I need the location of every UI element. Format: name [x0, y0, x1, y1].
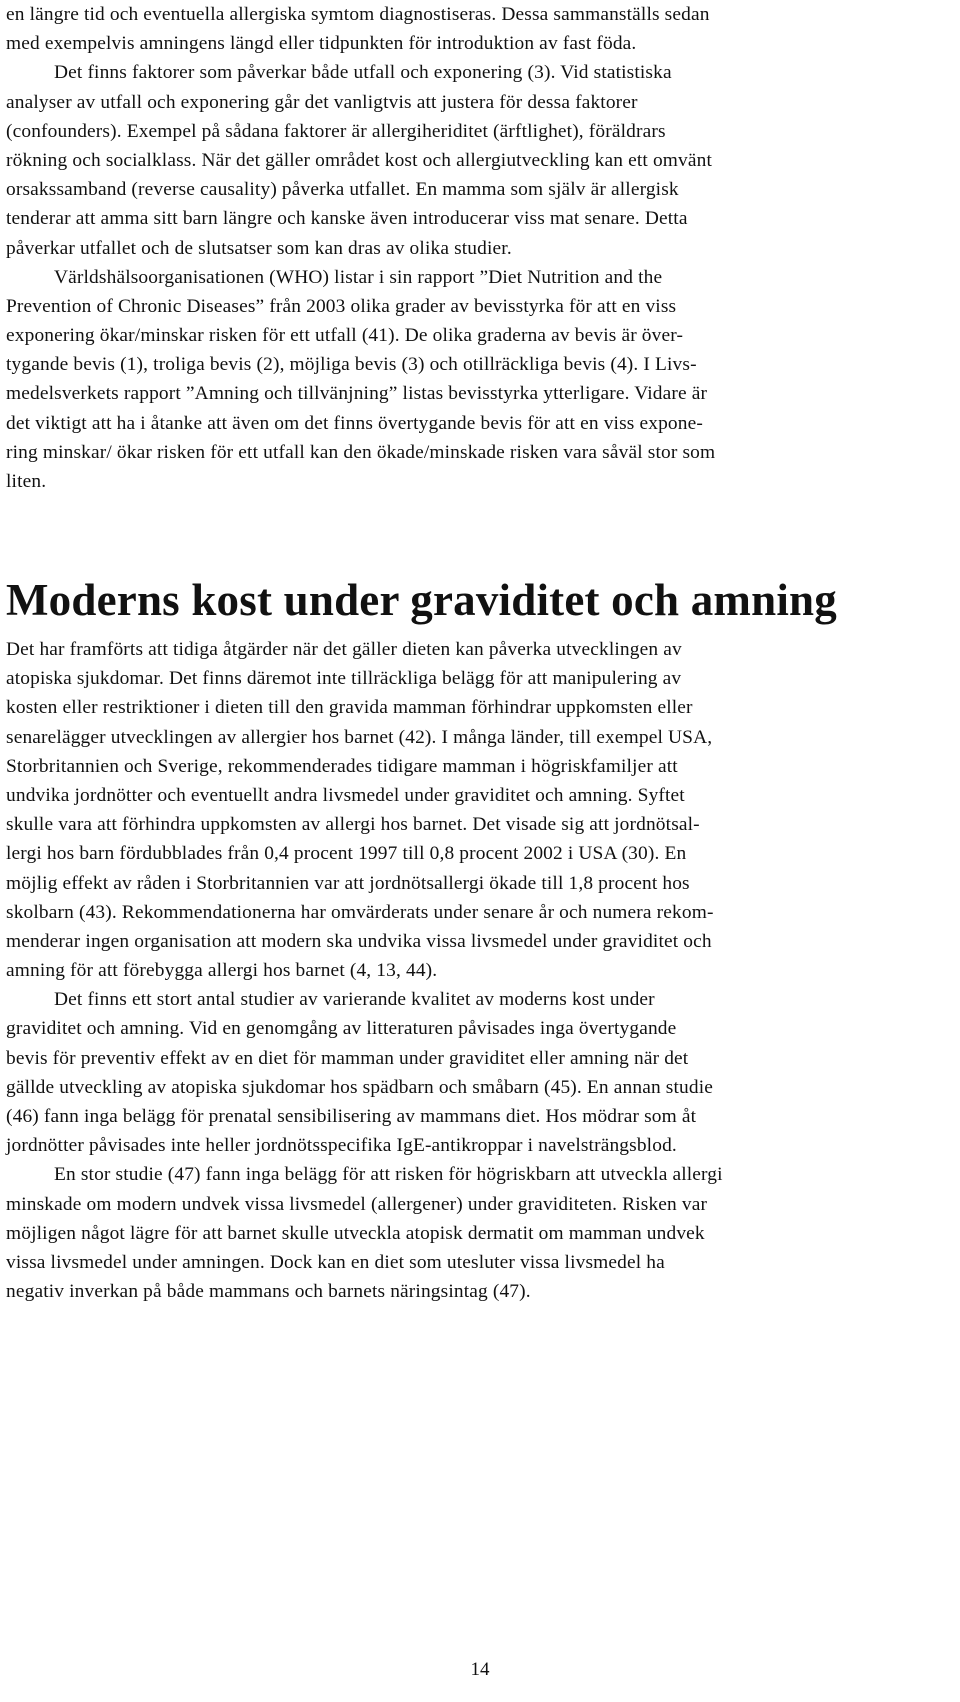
text-line: med exempelvis amningens längd eller tidpunkten för introduktion av fast föda.: [6, 33, 637, 55]
text-line: orsakssamband (reverse causality) påverka utfallet. En mamma som själv är allergisk: [6, 179, 679, 201]
text-line: en längre tid och eventuella allergiska symtom diagnostiseras. Dessa sammanställs sedan: [6, 4, 710, 25]
text-line: bevis för preventiv effekt av en diet för mamman under graviditet eller amning när det: [6, 1047, 689, 1069]
text-line: möjlig effekt av råden i Storbritannien var att jordnötsallergi ökade till 1,8 procent hos: [6, 872, 690, 894]
text-line: (46) fann inga belägg för prenatal sensibilisering av mammans diet. Hos mödrar som åt: [6, 1106, 697, 1127]
text-line: rökning och socialklass. När det gäller området kost och allergiutveckling kan ett omvänt: [6, 149, 713, 171]
text-line: liten.: [6, 471, 47, 492]
text-line: negativ inverkan på både mammans och barnets näringsintag (47).: [6, 1281, 531, 1303]
text-line: menderar ingen organisation att modern ska undvika vissa livsmedel under graviditet och: [6, 930, 712, 952]
text-line: En stor studie (47) fann inga belägg för att risken för högriskbarn att utveckla allergi: [54, 1164, 723, 1186]
text-line: gällde utveckling av atopiska sjukdomar hos spädbarn och småbarn (45). En annan studie: [6, 1076, 714, 1098]
text-line: undvika jordnötter och eventuellt andra livsmedel under graviditet och amning. Syftet: [6, 784, 685, 806]
text-line: (confounders). Exempel på sådana faktorer är allergiheriditet (ärftlighet), föräldrars: [6, 120, 666, 142]
text-line: lergi hos barn fördubblades från 0,4 procent 1997 till 0,8 procent 2002 i USA (30). En: [6, 843, 687, 865]
text-line: jordnötter påvisades inte heller jordnötsspecifika IgE-antikroppar i navelsträngsblod.: [6, 1135, 677, 1157]
text-line: ring minskar/ ökar risken för ett utfall kan den ökade/minskade risken vara såväl stor som: [6, 441, 716, 463]
text-line: skolbarn (43). Rekommendationerna har omvärderats under senare år och numera rekom-: [6, 901, 714, 923]
text-line: möjligen något lägre för att barnet skulle utveckla atopisk dermatit om mamman undvek: [6, 1222, 705, 1244]
text-line: medelsverkets rapport ”Amning och tillvänjning” listas bevisstyrka ytterligare. Vidare är: [6, 383, 708, 405]
text-line: tygande bevis (1), troliga bevis (2), möjliga bevis (3) och otillräckliga bevis (4). I Livs-: [6, 354, 697, 376]
text-line: kosten eller restriktioner i dieten till den gravida mamman förhindrar uppkomsten eller: [6, 697, 693, 719]
section-heading: Moderns kost under graviditet och amning: [6, 575, 837, 625]
text-line: Det finns ett stort antal studier av varierande kvalitet av moderns kost under: [54, 989, 655, 1011]
text-line: senarelägger utvecklingen av allergier hos barnet (42). I många länder, till exempel USA,: [6, 726, 713, 748]
text-line: vissa livsmedel under amningen. Dock kan en diet som utesluter vissa livsmedel ha: [6, 1251, 665, 1273]
text-line: amning för att förebygga allergi hos barnet (4, 13, 44).: [6, 960, 438, 982]
text-line: skulle vara att förhindra uppkomsten av allergi hos barnet. Det visade sig att jordnötsal-: [6, 814, 700, 836]
text-line: tenderar att amma sitt barn längre och kanske även introducerar viss mat senare. Detta: [6, 208, 688, 230]
text-line: exponering ökar/minskar risken för ett utfall (41). De olika graderna av bevis är över-: [6, 325, 684, 347]
text-line: analyser av utfall och exponering går det vanligtvis att justera för dessa faktorer: [6, 91, 638, 113]
text-line: Storbritannien och Sverige, rekommenderades tidigare mamman i högriskfamiljer att: [6, 755, 678, 777]
text-line: Världshälsoorganisationen (WHO) listar i sin rapport ”Diet Nutrition and the: [54, 266, 663, 288]
text-line: det viktigt att ha i åtanke att även om det finns övertygande bevis för att en viss expone-: [6, 412, 703, 434]
text-line: Det finns faktorer som påverkar både utfall och exponering (3). Vid statistiska: [54, 62, 672, 84]
text-line: minskade om modern undvek vissa livsmedel (allergener) under graviditeten. Risken var: [6, 1193, 708, 1215]
section-text-block: [6, 635, 954, 1306]
text-line: Det har framförts att tidiga åtgärder när det gäller dieten kan påverka utvecklingen av: [6, 639, 682, 660]
page-number: 14: [470, 1659, 490, 1680]
text-line: atopiska sjukdomar. Det finns däremot inte tillräckliga belägg för att manipulering av: [6, 668, 682, 690]
text-line: Prevention of Chronic Diseases” från 2003 olika grader av bevisstyrka för att en viss: [6, 295, 677, 317]
text-line: påverkar utfallet och de slutsatser som kan dras av olika studier.: [6, 237, 512, 259]
intro-text-block: [6, 0, 954, 496]
text-line: graviditet och amning. Vid en genomgång av litteraturen påvisades inga övertygande: [6, 1018, 677, 1040]
